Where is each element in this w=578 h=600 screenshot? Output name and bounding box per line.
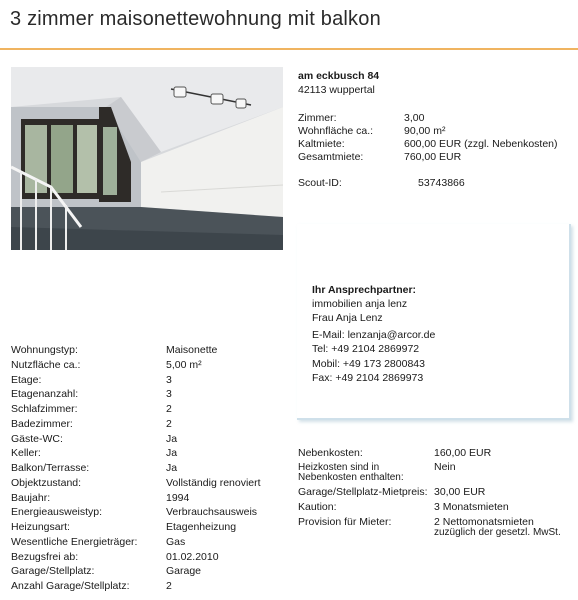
summary-label: Zimmer: [298, 112, 337, 124]
detail-label: Balkon/Terrasse: [11, 462, 90, 474]
detail-label: Baujahr: [11, 491, 51, 504]
contact-panel [297, 224, 571, 420]
detail-label: Etagenanzahl: [11, 388, 79, 401]
contact-company: immobilien anja lenz [312, 298, 408, 310]
detail-value: 2 [166, 417, 172, 430]
summary-label: Gesamtmiete: [298, 151, 364, 163]
detail-value: 2 [166, 580, 172, 592]
cost-label: Kaution: [298, 501, 337, 513]
detail-value: 2 [166, 403, 172, 415]
title-divider [0, 48, 578, 50]
detail-label: Energieausweistyp: [11, 506, 103, 519]
cost-label: Nebenkosten: [298, 447, 363, 459]
contact-mobile: Mobil: +49 173 2800843 [312, 358, 425, 370]
detail-label: Bezugsfrei ab: [11, 550, 79, 563]
cost-value: zuzüglich der gesetzl. MwSt. [434, 527, 561, 538]
contact-fax: Fax: +49 2104 2869973 [312, 372, 424, 384]
cost-value: 2 Nettomonatsmieten [434, 516, 534, 528]
cost-value: 30,00 EUR [434, 486, 486, 498]
summary-value: 90,00 m² [404, 125, 446, 137]
detail-value: Maisonette [166, 344, 218, 356]
detail-value: Ja [166, 447, 178, 460]
detail-value: Ja [166, 462, 178, 474]
summary-value: 3,00 [404, 112, 425, 124]
scout-id-value: 53743866 [418, 177, 465, 189]
cost-value: Nein [434, 461, 456, 473]
detail-label: Schlafzimmer: [11, 403, 78, 415]
detail-label: Etage: [11, 373, 42, 386]
detail-value: 1994 [166, 491, 190, 504]
cost-label: Provision für Mieter: [298, 516, 392, 528]
detail-label: Anzahl Garage/Stellplatz: [11, 580, 130, 592]
detail-value: 3 [166, 373, 172, 386]
detail-value: 01.02.2010 [166, 550, 219, 563]
listing-title: 3 zimmer maisonettewohnung mit balkon [10, 8, 381, 30]
address-street: am eckbusch 84 [298, 70, 380, 82]
detail-value: Ja [166, 432, 178, 445]
detail-value: 5,00 m² [166, 358, 202, 371]
detail-label: Badezimmer: [11, 417, 73, 430]
cost-label: Nebenkosten enthalten: [298, 472, 404, 483]
scout-id-label: Scout-ID: [298, 177, 342, 189]
detail-value: Vollständig renoviert [166, 476, 261, 489]
cost-label: Heizkosten sind in [298, 462, 380, 473]
apartment-photo [11, 67, 283, 250]
detail-value: Garage [166, 565, 202, 578]
summary-label: Wohnfläche ca.: [298, 125, 374, 137]
summary-value: 600,00 EUR (zzgl. Nebenkosten) [404, 138, 558, 150]
detail-label: Wohnungstyp: [11, 344, 78, 356]
detail-label: Nutzfläche ca.: [11, 358, 81, 371]
cost-label: Garage/Stellplatz-Mietpreis: [298, 486, 428, 498]
detail-value: Etagenheizung [166, 521, 237, 533]
cost-value: 3 Monatsmieten [434, 501, 509, 513]
detail-label: Gäste-WC: [11, 432, 63, 445]
contact-person: Frau Anja Lenz [312, 312, 383, 324]
detail-value: 3 [166, 388, 172, 401]
detail-label: Wesentliche Energieträger: [11, 535, 138, 548]
contact-phone: Tel: +49 2104 2869972 [312, 343, 420, 355]
detail-label: Keller: [11, 447, 41, 460]
detail-value: Verbrauchsausweis [166, 506, 258, 519]
summary-value: 760,00 EUR [404, 151, 462, 163]
address-city: 42113 wuppertal [298, 84, 375, 96]
detail-label: Garage/Stellplatz: [11, 565, 95, 578]
detail-value: Gas [166, 535, 186, 548]
contact-email[interactable]: E-Mail: lenzanja@arcor.de [312, 329, 436, 341]
summary-label: Kaltmiete: [298, 138, 345, 150]
contact-heading: Ihr Ansprechpartner: [312, 284, 417, 296]
detail-label: Heizungsart: [11, 521, 70, 533]
detail-label: Objektzustand: [11, 476, 82, 489]
cost-value: 160,00 EUR [434, 447, 492, 459]
